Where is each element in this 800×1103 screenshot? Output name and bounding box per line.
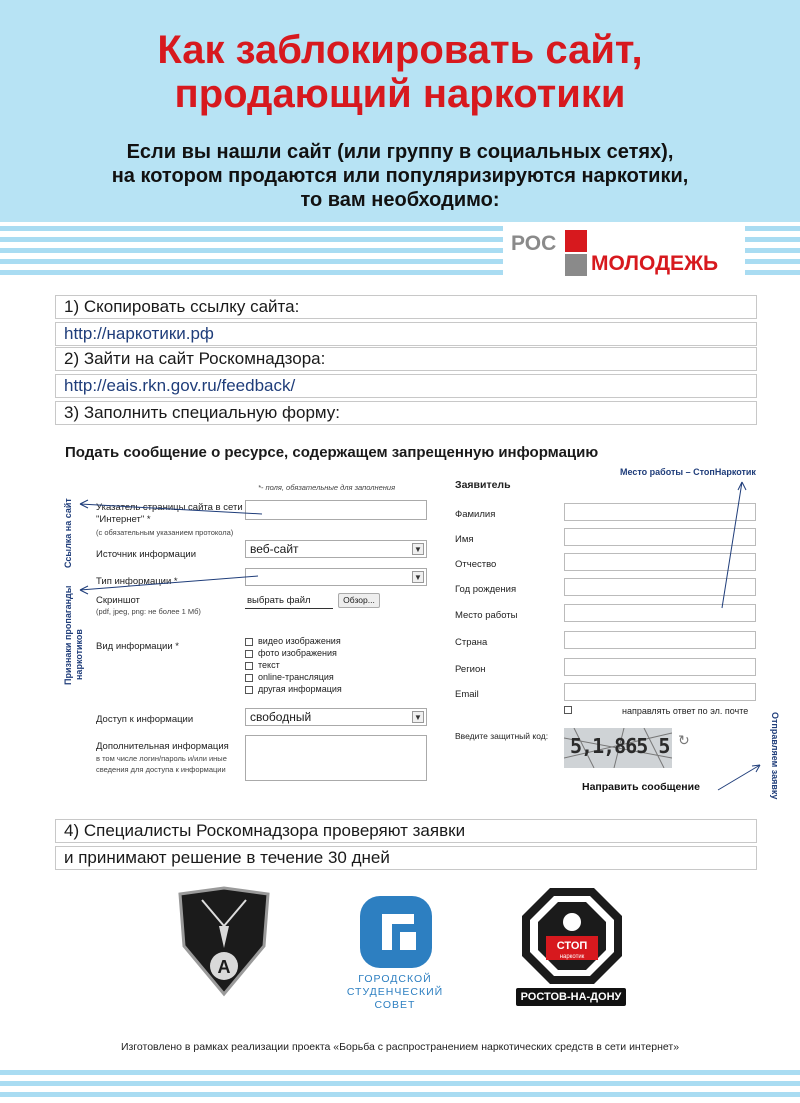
title-line-1: Как заблокировать сайт, [157,28,643,72]
kind-option-video: видео изображения [258,636,341,646]
chevron-down-icon: ▼ [412,543,424,555]
step-4-line-1: 4) Специалисты Роскомнадзора проверяют заявки [55,819,757,843]
annotation-send-request: Отправляем заявку [770,712,780,800]
field-label-workplace: Место работы [455,610,518,621]
gsc-line-2: СТУДЕНЧЕСКИЙ [346,986,444,998]
kind-option-photo: фото изображения [258,648,337,658]
refresh-captcha-icon[interactable]: ↻ [678,732,690,748]
field-label-birth-year: Год рождения [455,584,517,595]
type-label: Тип информации * [96,576,178,587]
title-line-2: продающий наркотики [174,72,626,116]
kind-option-other: другая информация [258,684,342,694]
gsc-line-3: СОВЕТ [374,999,416,1011]
annotation-propaganda-2: наркотиков [74,629,84,680]
field-label-country: Страна [455,637,488,648]
arrow-submit [718,765,760,790]
shield-letter: А [217,957,231,977]
annotation-link-to-site: Ссылка на сайт [63,498,73,568]
shield-logo [172,886,276,998]
url-label-1: Указатель страницы сайта в сети [96,502,243,513]
extra-hint-1: в том числе логин/пароль и/или иные [96,754,227,763]
required-note: *- поля, обязательные для заполнения [258,483,396,492]
gsc-line-1: ГОРОДСКОЙ [358,973,432,985]
stop-subtext: наркотик [559,954,585,960]
file-name-field[interactable]: выбрать файл [245,593,333,609]
submit-button[interactable]: Направить сообщение [582,781,700,793]
screenshot-hint: (pdf, jpeg, png: не более 1 Мб) [96,607,201,616]
stop-text: СТОП [556,940,588,952]
step-2: 2) Зайти на сайт Роскомнадзора: [55,347,757,371]
logo-ros-text: РОС [511,232,557,255]
captcha-text: 5,1,865 5 [570,734,670,758]
annotation-propaganda-1: Признаки пропаганды [63,585,73,685]
applicant-heading: Заявитель [455,479,511,491]
source-label: Источник информации [96,549,197,560]
footer-note: Изготовлено в рамках реализации проекта «Борьба с распространением наркотических средств в сети интернет» [120,1041,680,1053]
student-council-text [330,973,460,1012]
stop-narcotic-logo [520,886,624,986]
subtitle-line-2: на котором продаются или популяризируются наркотики, [111,165,689,187]
arrow-type [80,576,258,590]
kind-option-text: текст [258,660,280,670]
chevron-down-icon: ▼ [412,571,424,583]
browse-button[interactable]: Обзор... [338,593,380,608]
url-hint: (с обязательным указанием протокола) [96,528,234,537]
field-label-surname: Фамилия [455,509,496,520]
step-2-link[interactable]: http://eais.rkn.gov.ru/feedback/ [55,374,757,398]
screenshot-label: Скриншот [96,595,140,606]
step-4-line-2: и принимают решение в течение 30 дней [55,846,757,870]
kind-option-online: online-трансляция [258,672,334,682]
url-label-2: "Интернет" * [96,514,151,525]
field-label-name: Имя [455,534,474,545]
chevron-down-icon: ▼ [412,711,424,723]
kind-label: Вид информации * [96,641,179,652]
arrow-url [80,504,262,514]
annotation-workplace: Место работы – СтопНаркотик [620,467,756,477]
extra-hint-2: сведения для доступа к информации [96,765,226,774]
logo-molodezh-text: МОЛОДЕЖЬ [591,252,719,275]
arrow-workplace [722,482,742,608]
step-1-link[interactable]: http://наркотики.рф [55,322,757,346]
subtitle-line-1: Если вы нашли сайт (или группу в социальных сетях), [126,141,674,163]
form-title: Подать сообщение о ресурсе, содержащем запрещенную информацию [65,444,599,461]
reply-email-label: направлять ответ по эл. почте [622,706,749,716]
step-1: 1) Скопировать ссылку сайта: [55,295,757,319]
access-select-value: свободный [250,710,312,724]
step-3: 3) Заполнить специальную форму: [55,401,757,425]
extra-label: Дополнительная информация [96,741,229,752]
field-label-email: Email [455,689,479,700]
access-label: Доступ к информации [96,714,194,725]
rostov-label: РОСТОВ-НА-ДОНУ [516,988,626,1006]
subtitle-line-3: то вам необходимо: [300,189,500,211]
field-label-patronymic: Отчество [455,559,497,570]
field-label-region: Регион [455,664,486,675]
captcha-label: Введите защитный код: [455,731,549,741]
student-council-logo [356,892,436,972]
source-select-value: веб-сайт [250,542,299,556]
